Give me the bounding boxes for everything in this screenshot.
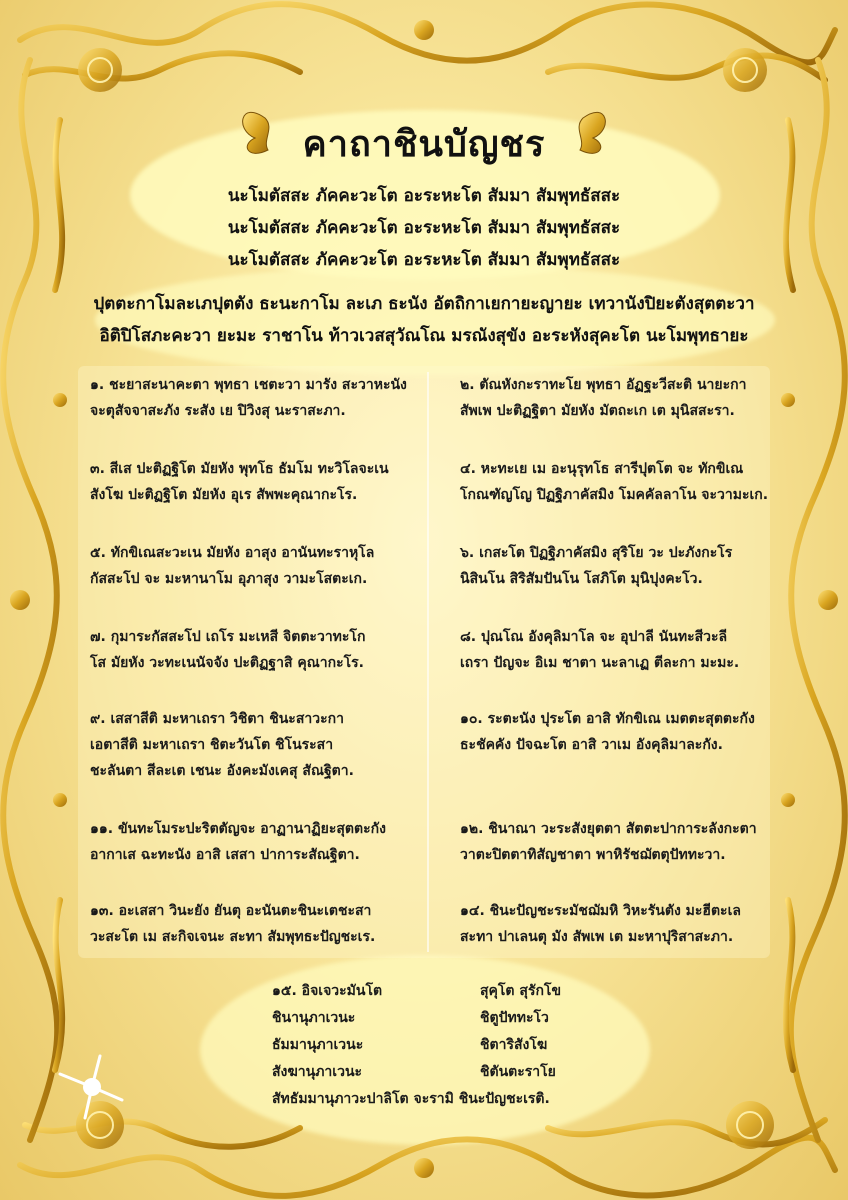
verse <box>460 540 800 592</box>
verse <box>90 624 430 676</box>
verse-line: ๑๐. ระตะนัง ปุระโต อาสิ ทักขิเณ เมตตะสุตตะกัง <box>460 711 755 727</box>
final-row-right: ชิตูปัททะโว <box>480 1010 549 1026</box>
page-title: คาถาชินบัญชร <box>302 124 546 165</box>
verse-line: สัพเพ ปะติฏฐิตา มัยหัง มัตถะเก เต มุนิสสะรา. <box>460 403 735 419</box>
verse-line: เถรา ปัญจะ อิเม ชาตา นะลาเฏ ตีละกา มะมะ. <box>460 655 740 671</box>
verse <box>90 816 430 868</box>
verse-line: นิสินโน สิริสัมปันโน โสภิโต มุนิปุงคะโว. <box>460 571 703 587</box>
verse-line: สะทา ปาเลนตุ มัง สัพเพ เต มะหาปุริสาสะภา. <box>460 929 734 945</box>
final-row-left: ธัมมานุภาเวนะ <box>272 1037 364 1053</box>
verse-line: ๑๑. ขันทะโมระปะริตตัญจะ อาฏานาฏิยะสุตตะกัง <box>90 821 386 837</box>
final-row-right: ชิตันตะราโย <box>480 1064 556 1080</box>
verse-line: สังโฆ ปะติฏฐิโต มัยหัง อุเร สัพพะคุณากะโร. <box>90 487 358 503</box>
final-last-line: สัทธัมมานุภาวะปาลิโต จะรามิ ชินะปัญชะเรติ. <box>272 1091 550 1107</box>
verse-line: วะสะโต เม สะกิจเจนะ สะทา สัมพุทธะปัญชะเร. <box>90 929 376 945</box>
intro-block <box>0 288 848 352</box>
final-row-left: ชินานุภาเวนะ <box>272 1010 356 1026</box>
verse-line: ๗. กุมาระกัสสะโป เถโร มะเหสี จิตตะวาทะโก <box>90 629 366 645</box>
final-verse <box>272 978 602 1113</box>
verse-line: โกณฑัญโญ ปิฏฐิภาคัสมิง โมคคัลลาโน จะวามะเก. <box>460 487 769 503</box>
namo-line: นะโมตัสสะ ภัคคะวะโต อะระหะโต สัมมา สัมพุทธัสสะ <box>227 250 621 270</box>
verse <box>460 372 800 424</box>
verse-line: ๑๓. อะเสสา วินะยัง ยันตุ อะนันตะชินะเตชะสา <box>90 903 372 919</box>
verse-line: ๓. สีเส ปะติฏฐิโต มัยหัง พุทโธ ธัมโม ทะวิโลจะเน <box>90 461 389 477</box>
verse <box>90 372 430 424</box>
sparkle-icon <box>52 1052 132 1122</box>
verse <box>460 706 800 758</box>
verse <box>460 456 800 508</box>
verse <box>460 898 800 950</box>
verse-line: ๔. หะทะเย เม อะนุรุทโธ สารีปุตโต จะ ทักขิเณ <box>460 461 744 477</box>
intro-line: อิติปิโสภะคะวา ยะมะ ราชาโน ท้าวเวสสุวัณโณ มรณังสุขัง อะระหังสุคะโต นะโมพุทธายะ <box>99 326 749 346</box>
verse-line: ๘. ปุณโณ อังคุลิมาโล จะ อุปาลี นันทะสีวะลี <box>460 629 728 645</box>
verse-line: ๑. ชะยาสะนาคะตา พุทธา เชตะวา มารัง สะวาหะนัง <box>90 377 407 393</box>
final-row <box>272 1032 602 1059</box>
verse-line: ๙. เสสาสีติ มะหาเถรา วิชิตา ชินะสาวะกา <box>90 711 344 727</box>
verse-line: จะตุสัจจาสะภัง ระสัง เย ปิวิงสุ นะราสะภา. <box>90 403 346 419</box>
final-row <box>272 978 602 1005</box>
final-row-left: สังฆานุภาเวนะ <box>272 1064 363 1080</box>
verse-line: โส มัยหัง วะทะเนนัจจัง ปะติฏฐาสิ คุณากะโร. <box>90 655 364 671</box>
verse <box>90 706 430 784</box>
final-row <box>272 1059 602 1086</box>
verse <box>460 624 800 676</box>
namo-line: นะโมตัสสะ ภัคคะวะโต อะระหะโต สัมมา สัมพุทธัสสะ <box>227 186 621 206</box>
verse-line: ๑๔. ชินะปัญชะระมัชฌัมหิ วิหะรันตัง มะฮีตะเล <box>460 903 741 919</box>
verse <box>90 898 430 950</box>
verse-line: ๑๒. ชินาณา วะระสังยุตตา สัตตะปาการะลังกะตา <box>460 821 757 837</box>
final-row <box>272 1005 602 1032</box>
final-row-right: ชิตาริสังโฆ <box>480 1037 548 1053</box>
verse-line: วาตะปิตตาทิสัญชาตา พาหิรัชฌัตตุปัททะวา. <box>460 847 726 863</box>
verse-line: เอตาสีติ มะหาเถรา ชิตะวันโต ชิโนระสา <box>90 737 334 753</box>
verse-line: กัสสะโป จะ มะหานาโม อุภาสุง วามะโสตะเก. <box>90 571 368 587</box>
verse-line: อากาเส ฉะทะนัง อาสิ เสสา ปาการะสัณฐิตา. <box>90 847 360 863</box>
verse-line: ชะลันตา สีละเต เชนะ อังคะมังเคสุ สัณฐิตา. <box>90 763 354 779</box>
namo-line: นะโมตัสสะ ภัคคะวะโต อะระหะโต สัมมา สัมพุทธัสสะ <box>227 218 621 238</box>
verse <box>90 540 430 592</box>
verse-line: ธะชัคคัง ปัจฉะโต อาสิ วาเม อังคุลิมาละกัง. <box>460 737 723 753</box>
namo-block <box>0 180 848 276</box>
verse-line: ๕. ทักขิเณสะวะเน มัยหัง อาสุง อานันทะราหุโล <box>90 545 375 561</box>
verse <box>90 456 430 508</box>
verse-line: ๒. ตัณหังกะราทะโย พุทธา อัฏฐะวีสะติ นายะกา <box>460 377 747 393</box>
verse <box>460 816 800 868</box>
final-row-left: ๑๕. อิจเจวะมันโต <box>272 983 383 999</box>
final-row-right: สุคุโต สุรักโข <box>480 983 562 999</box>
intro-line: ปุตตะกาโมละเภปุตตัง ธะนะกาโม ละเภ ธะนัง อัตถิกาเยกายะญายะ เทวานังปิยะตังสุตตะวา <box>93 294 755 314</box>
verse-line: ๖. เกสะโต ปิฏฐิภาคัสมิง สุริโย วะ ปะภังกะโร <box>460 545 733 561</box>
